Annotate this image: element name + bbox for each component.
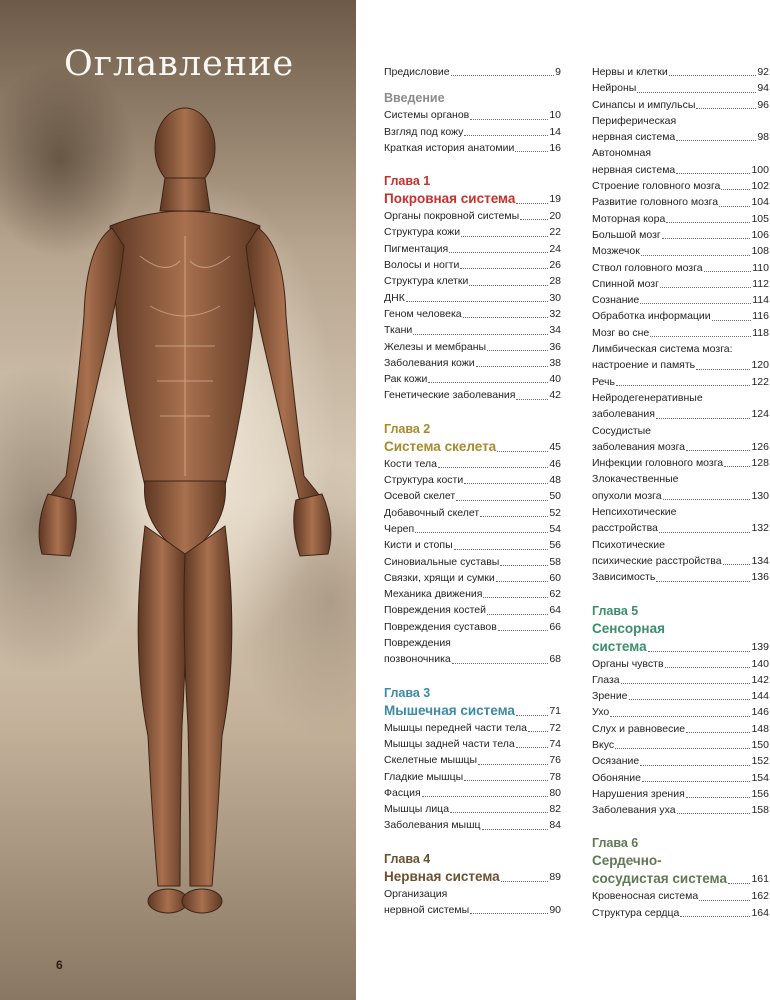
toc-entry[interactable]: Структура кожи 22 — [384, 226, 561, 239]
toc-entry[interactable]: Заболевания мышц 84 — [384, 819, 561, 832]
toc-entry[interactable]: Кисти и стопы 56 — [384, 539, 561, 552]
toc-entry-first-line[interactable]: Нейродегенеративные — [592, 391, 703, 404]
chapter-6-label: Глава 6 — [592, 836, 639, 851]
toc-entry[interactable]: психические расстройства 134 — [592, 554, 769, 567]
toc-entry[interactable]: Генетические заболевания 42 — [384, 389, 561, 402]
toc-entry[interactable]: Речь 122 — [592, 375, 769, 388]
toc-entry[interactable]: Нейроны 94 — [592, 82, 769, 95]
toc-entry[interactable]: Ухо 146 — [592, 706, 769, 719]
toc-entry[interactable]: Зависимость 136 — [592, 571, 769, 584]
toc-entry-first-line[interactable]: Сосудистые — [592, 424, 652, 437]
toc-entry[interactable]: Развитие головного мозга 104 — [592, 196, 769, 209]
toc-entry[interactable]: Добавочный скелет 52 — [384, 506, 561, 519]
toc-entry[interactable]: Обработка информации 116 — [592, 310, 769, 323]
toc-entry[interactable]: Нервы и клетки 92 — [592, 66, 769, 78]
toc-entry-first-line[interactable]: Злокачественные — [592, 473, 679, 486]
chapter-3-label: Глава 3 — [384, 685, 431, 700]
chapter-4-label: Глава 4 — [384, 851, 431, 866]
toc-entry[interactable]: Структура сердца 164 — [592, 906, 769, 919]
toc-entry-first-line[interactable]: Организация — [384, 887, 448, 900]
toc-entry[interactable]: Мозжечок 108 — [592, 245, 769, 258]
illustration-panel — [0, 0, 356, 1000]
toc-entry[interactable]: Гладкие мышцы 78 — [384, 770, 561, 783]
toc-entry-first-line[interactable]: Психотические — [592, 538, 665, 551]
toc-entry[interactable]: Системы органов 10 — [384, 109, 561, 122]
toc-entry[interactable]: Моторная кора 105 — [592, 212, 769, 225]
toc-entry[interactable]: Зрение 144 — [592, 690, 769, 703]
toc-entry-first-line[interactable]: Автономная — [592, 147, 652, 160]
chapter-2-label: Глава 2 — [384, 421, 431, 436]
toc-entry[interactable]: Повреждения костей 64 — [384, 604, 561, 617]
toc-entry[interactable]: нервная система 98 — [592, 131, 769, 144]
toc-entry[interactable]: Взгляд под кожу 14 — [384, 125, 561, 138]
chapter-6-title[interactable]: сосудистая система 161 — [592, 871, 769, 887]
chapter-5-label: Глава 5 — [592, 603, 639, 618]
toc-entry[interactable]: Заболевания уха 158 — [592, 804, 769, 817]
toc-entry[interactable]: Осязание 152 — [592, 755, 769, 768]
toc-entry[interactable]: Ткани 34 — [384, 324, 561, 337]
chapter-6-title-first-line[interactable]: Сердечно- — [592, 853, 662, 869]
toc-entry[interactable]: Фасция 80 — [384, 786, 561, 799]
toc-entry[interactable]: Структура кости 48 — [384, 474, 561, 487]
toc-entry[interactable]: Механика движения 62 — [384, 588, 561, 601]
chapter-1-label: Глава 1 — [384, 174, 431, 189]
toc-entry[interactable]: позвоночника 68 — [384, 653, 561, 666]
chapter-1-title[interactable]: Покровная система 19 — [384, 191, 561, 207]
toc-entry[interactable]: Большой мозг 106 — [592, 228, 769, 241]
toc-entry[interactable]: Связки, хрящи и сумки 60 — [384, 571, 561, 584]
toc-entry[interactable]: Повреждения суставов 66 — [384, 620, 561, 633]
toc-entry[interactable]: Волосы и ногти 26 — [384, 259, 561, 272]
toc-entry[interactable]: Слух и равновесие 148 — [592, 722, 769, 735]
toc-entry[interactable]: Осевой скелет 50 — [384, 490, 561, 503]
toc-entry[interactable]: Мышцы передней части тела 72 — [384, 721, 561, 734]
toc-entry[interactable]: Глаза 142 — [592, 673, 769, 686]
contents-column-2 — [592, 64, 769, 921]
toc-entry[interactable]: Синовиальные суставы 58 — [384, 555, 561, 568]
toc-entry[interactable]: заболевания мозга 126 — [592, 440, 769, 453]
toc-entry[interactable]: Сознание 114 — [592, 294, 769, 307]
toc-entry[interactable]: Кровеносная система 162 — [592, 890, 769, 903]
toc-entry[interactable]: Вкус 150 — [592, 738, 769, 751]
toc-entry[interactable]: Обоняние 154 — [592, 771, 769, 784]
toc-entry[interactable]: расстройства 132 — [592, 522, 769, 535]
toc-entry[interactable]: Кости тела 46 — [384, 457, 561, 470]
toc-entry[interactable]: Мозг во сне 118 — [592, 326, 769, 339]
section-heading-intro[interactable]: Введение — [384, 91, 445, 106]
chapter-4-title[interactable]: Нервная система 89 — [384, 868, 561, 884]
toc-entry[interactable]: нервной системы 90 — [384, 903, 561, 916]
toc-entry-first-line[interactable]: Периферическая — [592, 114, 677, 127]
toc-entry-first-line[interactable]: Непсихотические — [592, 506, 677, 519]
toc-entry[interactable]: Органы чувств 140 — [592, 657, 769, 670]
toc-entry[interactable]: Мышцы задней части тела 74 — [384, 737, 561, 750]
toc-entry[interactable]: опухоли мозга 130 — [592, 489, 769, 502]
toc-entry[interactable]: Органы покровной системы 20 — [384, 210, 561, 223]
anatomy-figure-image — [20, 86, 336, 926]
toc-entry[interactable]: Скелетные мышцы 76 — [384, 754, 561, 767]
toc-entry[interactable]: Рак кожи 40 — [384, 373, 561, 386]
toc-entry[interactable]: Геном человека 32 — [384, 307, 561, 320]
toc-entry[interactable]: Ствол головного мозга 110 — [592, 261, 769, 274]
toc-entry[interactable]: Железы и мембраны 36 — [384, 340, 561, 353]
toc-entry[interactable]: настроение и память 120 — [592, 359, 769, 372]
chapter-3-title[interactable]: Мышечная система 71 — [384, 702, 561, 718]
toc-entry-preface[interactable]: Предисловие 9 — [384, 66, 561, 78]
toc-entry-first-line[interactable]: Лимбическая система мозга: — [592, 343, 733, 356]
toc-entry[interactable]: нервная система 100 — [592, 163, 769, 176]
chapter-2-title[interactable]: Система скелета 45 — [384, 438, 561, 454]
page-number: 6 — [56, 958, 63, 972]
toc-entry[interactable]: Череп 54 — [384, 522, 561, 535]
toc-entry[interactable]: Инфекции головного мозга 128 — [592, 457, 769, 470]
toc-entry-first-line[interactable]: Повреждения — [384, 637, 451, 650]
contents-heading: Оглавление — [64, 44, 295, 84]
toc-entry[interactable]: заболевания 124 — [592, 408, 769, 421]
toc-entry[interactable]: Мышцы лица 82 — [384, 803, 561, 816]
contents-column-1 — [384, 64, 561, 918]
toc-entry[interactable]: Краткая история анатомии 16 — [384, 141, 561, 154]
toc-entry[interactable]: Нарушения зрения 156 — [592, 787, 769, 800]
toc-entry[interactable]: ДНК 30 — [384, 291, 561, 304]
toc-entry[interactable]: Структура клетки 28 — [384, 275, 561, 288]
toc-entry[interactable]: Строение головного мозга 102 — [592, 180, 769, 193]
toc-entry[interactable]: Пигментация 24 — [384, 242, 561, 255]
toc-entry[interactable]: Заболевания кожи 38 — [384, 356, 561, 369]
chapter-5-title-first-line[interactable]: Сенсорная — [592, 620, 665, 636]
toc-entry[interactable]: Спинной мозг 112 — [592, 277, 769, 290]
toc-entry[interactable]: Синапсы и импульсы 96 — [592, 98, 769, 111]
chapter-5-title[interactable]: система 139 — [592, 638, 769, 654]
